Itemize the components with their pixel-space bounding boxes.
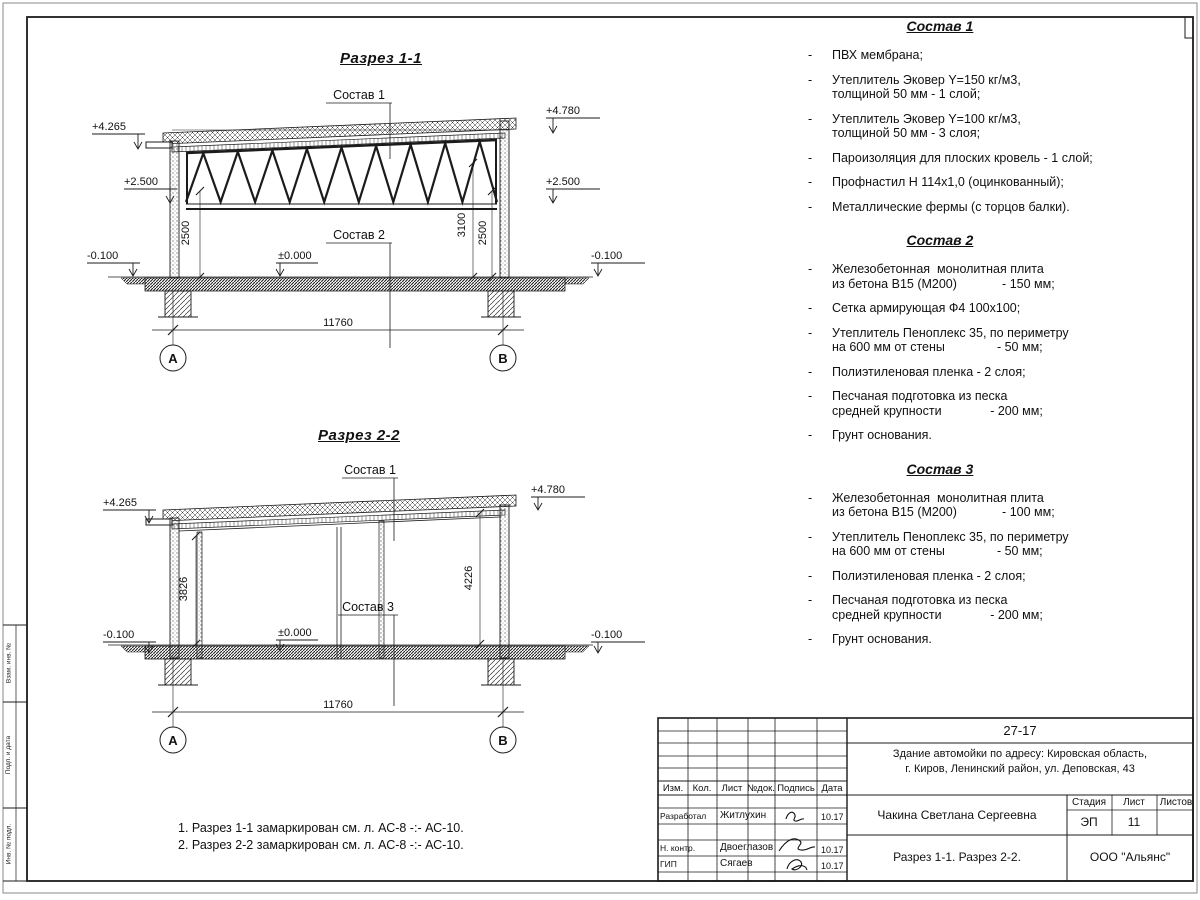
titleblock-address-line-1: Здание автомойки по адресу: Кировская область, xyxy=(892,748,1148,760)
material-item-text: Сетка армирующая Ф4 100х100; xyxy=(832,301,1021,315)
elevation-mark: +2.500 xyxy=(546,176,580,188)
top-right-stamp-box xyxy=(1185,17,1193,38)
signatures xyxy=(779,812,815,870)
material-item xyxy=(806,326,1178,355)
material-item-text: Утеплитель Пеноплекс 35, по периметру на 600 мм от стены - 50 мм; xyxy=(832,529,1069,558)
material-item-text: Металлические фермы (с торцов балки). xyxy=(832,199,1070,214)
axis-label-a: А xyxy=(168,733,178,748)
dimension-label: 2500 xyxy=(477,220,489,246)
bullet-dash: - xyxy=(808,490,813,505)
material-heading: Состав 1 xyxy=(906,18,974,34)
material-item xyxy=(806,491,1178,520)
elevation-mark: -0.100 xyxy=(87,250,119,262)
titleblock-col-kol: Кол. xyxy=(692,783,712,794)
side-stamp-label-vzam: Взам. инв. № xyxy=(5,642,13,684)
note-line-2: 2. Разрез 2-2 замаркирован см. л. АС-8 -:- АС-10. xyxy=(178,838,464,852)
material-item-text: Утеплитель Эковер Y=150 кг/м3, толщиной 50 мм - 1 слой; xyxy=(832,72,1021,101)
titleblock-stage-value: ЭП xyxy=(1080,815,1098,829)
material-item xyxy=(806,428,1178,443)
material-heading: Состав 2 xyxy=(906,232,974,248)
material-item xyxy=(806,73,1178,102)
bullet-dash: - xyxy=(808,111,813,126)
signature-3 xyxy=(787,860,807,870)
dimension-label-span: 11760 xyxy=(323,317,353,329)
material-item-text: Утеплитель Пеноплекс 35, по периметру на 600 мм от стены - 50 мм; xyxy=(832,325,1069,354)
axis-label-b: В xyxy=(498,351,508,366)
titleblock-col-ndok: №док. xyxy=(747,783,775,794)
bullet-dash: - xyxy=(808,529,813,544)
titleblock-col-data: Дата xyxy=(821,783,843,794)
elevation-mark: -0.100 xyxy=(103,629,135,641)
material-item-text: Профнастил Н 114х1,0 (оцинкованный); xyxy=(832,175,1064,189)
material-item xyxy=(806,389,1178,418)
titleblock-stage-label: Стадия xyxy=(1071,797,1107,808)
material-item xyxy=(806,569,1178,584)
titleblock-name-2: Двоеглазов xyxy=(720,842,774,853)
side-stamp-label-inv: Инв. № подл. xyxy=(5,823,13,865)
dimension-label: 3100 xyxy=(456,212,468,238)
titleblock-address-line-2: г. Киров, Ленинский район, ул. Деповская, 43 xyxy=(905,763,1135,775)
material-item-text: Железобетонная монолитная плита из бетона В15 (М200) - 150 мм; xyxy=(832,262,1055,291)
bullet-dash: - xyxy=(808,301,813,315)
material-item-text: Грунт основания. xyxy=(832,428,932,442)
bullet-dash: - xyxy=(808,175,813,189)
bullet-dash: - xyxy=(808,325,813,340)
elevation-mark: ±0.000 xyxy=(278,250,312,262)
material-item xyxy=(806,175,1178,190)
titleblock-role-2: Н. контр. xyxy=(660,843,696,853)
dimension-label: 2500 xyxy=(180,220,192,246)
titleblock-date-2: 10.17 xyxy=(821,845,844,855)
bullet-dash: - xyxy=(808,364,813,379)
signature-2 xyxy=(779,839,815,851)
titleblock-author: Чакина Светлана Сергеевна xyxy=(877,808,1037,822)
elevation-mark: +2.500 xyxy=(124,176,158,188)
bullet-dash: - xyxy=(808,389,813,403)
titleblock-name-1: Житлухин xyxy=(720,810,767,821)
material-item-text: Железобетонная монолитная плита из бетона В15 (М200) - 100 мм; xyxy=(832,490,1055,519)
dimension-label: 3826 xyxy=(178,576,190,602)
titleblock-sheet-value: 11 xyxy=(1127,815,1141,829)
titleblock-date-3: 10.17 xyxy=(821,861,844,871)
materials-lists xyxy=(806,18,1178,657)
titleblock-col-podpis: Подпись xyxy=(777,783,815,794)
axis-label-b: В xyxy=(498,733,508,748)
bullet-dash: - xyxy=(808,593,813,607)
material-item-text: Пароизоляция для плоских кровель - 1 слой; xyxy=(832,150,1093,165)
dimension-label: 4226 xyxy=(463,565,475,591)
elevation-mark: +4.265 xyxy=(92,121,126,133)
section-2-2-title: Разрез 2-2 xyxy=(317,427,401,444)
callout-sostav-1: Состав 1 xyxy=(333,88,385,102)
titleblock-sheet-label: Лист xyxy=(1123,797,1145,808)
bullet-dash: - xyxy=(808,48,813,62)
titleblock-content-title: Разрез 1-1. Разрез 2-2. xyxy=(893,850,1021,864)
material-item-text: ПВХ мембрана; xyxy=(832,48,923,62)
titleblock-doc-number: 27-17 xyxy=(1003,723,1037,738)
material-item-text: Грунт основания. xyxy=(832,632,932,646)
material-item xyxy=(806,632,1178,647)
material-item xyxy=(806,365,1178,380)
material-item xyxy=(806,530,1178,559)
elevation-mark: +4.780 xyxy=(546,105,580,117)
material-heading: Состав 3 xyxy=(906,460,974,477)
material-item xyxy=(806,262,1178,291)
bullet-dash: - xyxy=(808,262,813,276)
elevation-mark: -0.100 xyxy=(591,629,623,641)
material-item xyxy=(806,112,1178,141)
material-item xyxy=(806,48,1178,63)
material-item-text: Полиэтиленовая пленка - 2 слоя; xyxy=(832,568,1026,583)
callout-sostav-3: Состав 3 xyxy=(342,600,394,614)
material-item xyxy=(806,151,1178,166)
material-item-text: Утеплитель Эковер Y=100 кг/м3, толщиной 50 мм - 3 слоя; xyxy=(832,111,1021,140)
bullet-dash: - xyxy=(808,568,813,583)
titleblock-name-3: Сягаев xyxy=(720,858,753,869)
note-line-1: 1. Разрез 1-1 замаркирован см. л. АС-8 -:- АС-10. xyxy=(178,821,464,835)
bullet-dash: - xyxy=(808,72,813,87)
titleblock-role-3: ГИП xyxy=(660,859,677,869)
titleblock-role-1: Разработал xyxy=(660,811,707,821)
titleblock-date-1: 10.17 xyxy=(821,812,844,822)
elevation-mark: +4.265 xyxy=(103,497,137,509)
material-item-text: Песчаная подготовка из песка средней крупности - 200 мм; xyxy=(832,593,1043,622)
titleblock-company: ООО "Альянс" xyxy=(1089,850,1171,864)
callout-sostav-1: Состав 1 xyxy=(344,463,396,477)
bullet-dash: - xyxy=(808,632,813,646)
elevation-mark: +4.780 xyxy=(531,484,565,496)
bullet-dash: - xyxy=(808,428,813,442)
material-item xyxy=(806,200,1178,215)
material-item xyxy=(806,301,1178,316)
callout-sostav-2: Состав 2 xyxy=(333,228,385,242)
axis-label-a: А xyxy=(168,351,178,366)
dimension-label-span: 11760 xyxy=(323,699,353,711)
material-item-text: Песчаная подготовка из песка средней крупности - 200 мм; xyxy=(832,389,1043,418)
titleblock-col-izm: Изм. xyxy=(662,783,684,794)
titleblock-sheets-label: Листов xyxy=(1159,797,1193,808)
section-2-2-linework xyxy=(103,478,645,753)
material-item xyxy=(806,593,1178,622)
elevation-mark: ±0.000 xyxy=(278,627,312,639)
bullet-dash: - xyxy=(808,150,813,165)
section-1-1-title: Разрез 1-1 xyxy=(339,50,423,67)
signature-1 xyxy=(786,812,804,821)
side-stamp-label-podp: Подп. и дата xyxy=(5,735,12,775)
elevation-mark: -0.100 xyxy=(591,250,623,262)
titleblock-col-list: Лист xyxy=(721,783,743,794)
material-item-text: Полиэтиленовая пленка - 2 слоя; xyxy=(832,364,1026,379)
bullet-dash: - xyxy=(808,199,813,214)
